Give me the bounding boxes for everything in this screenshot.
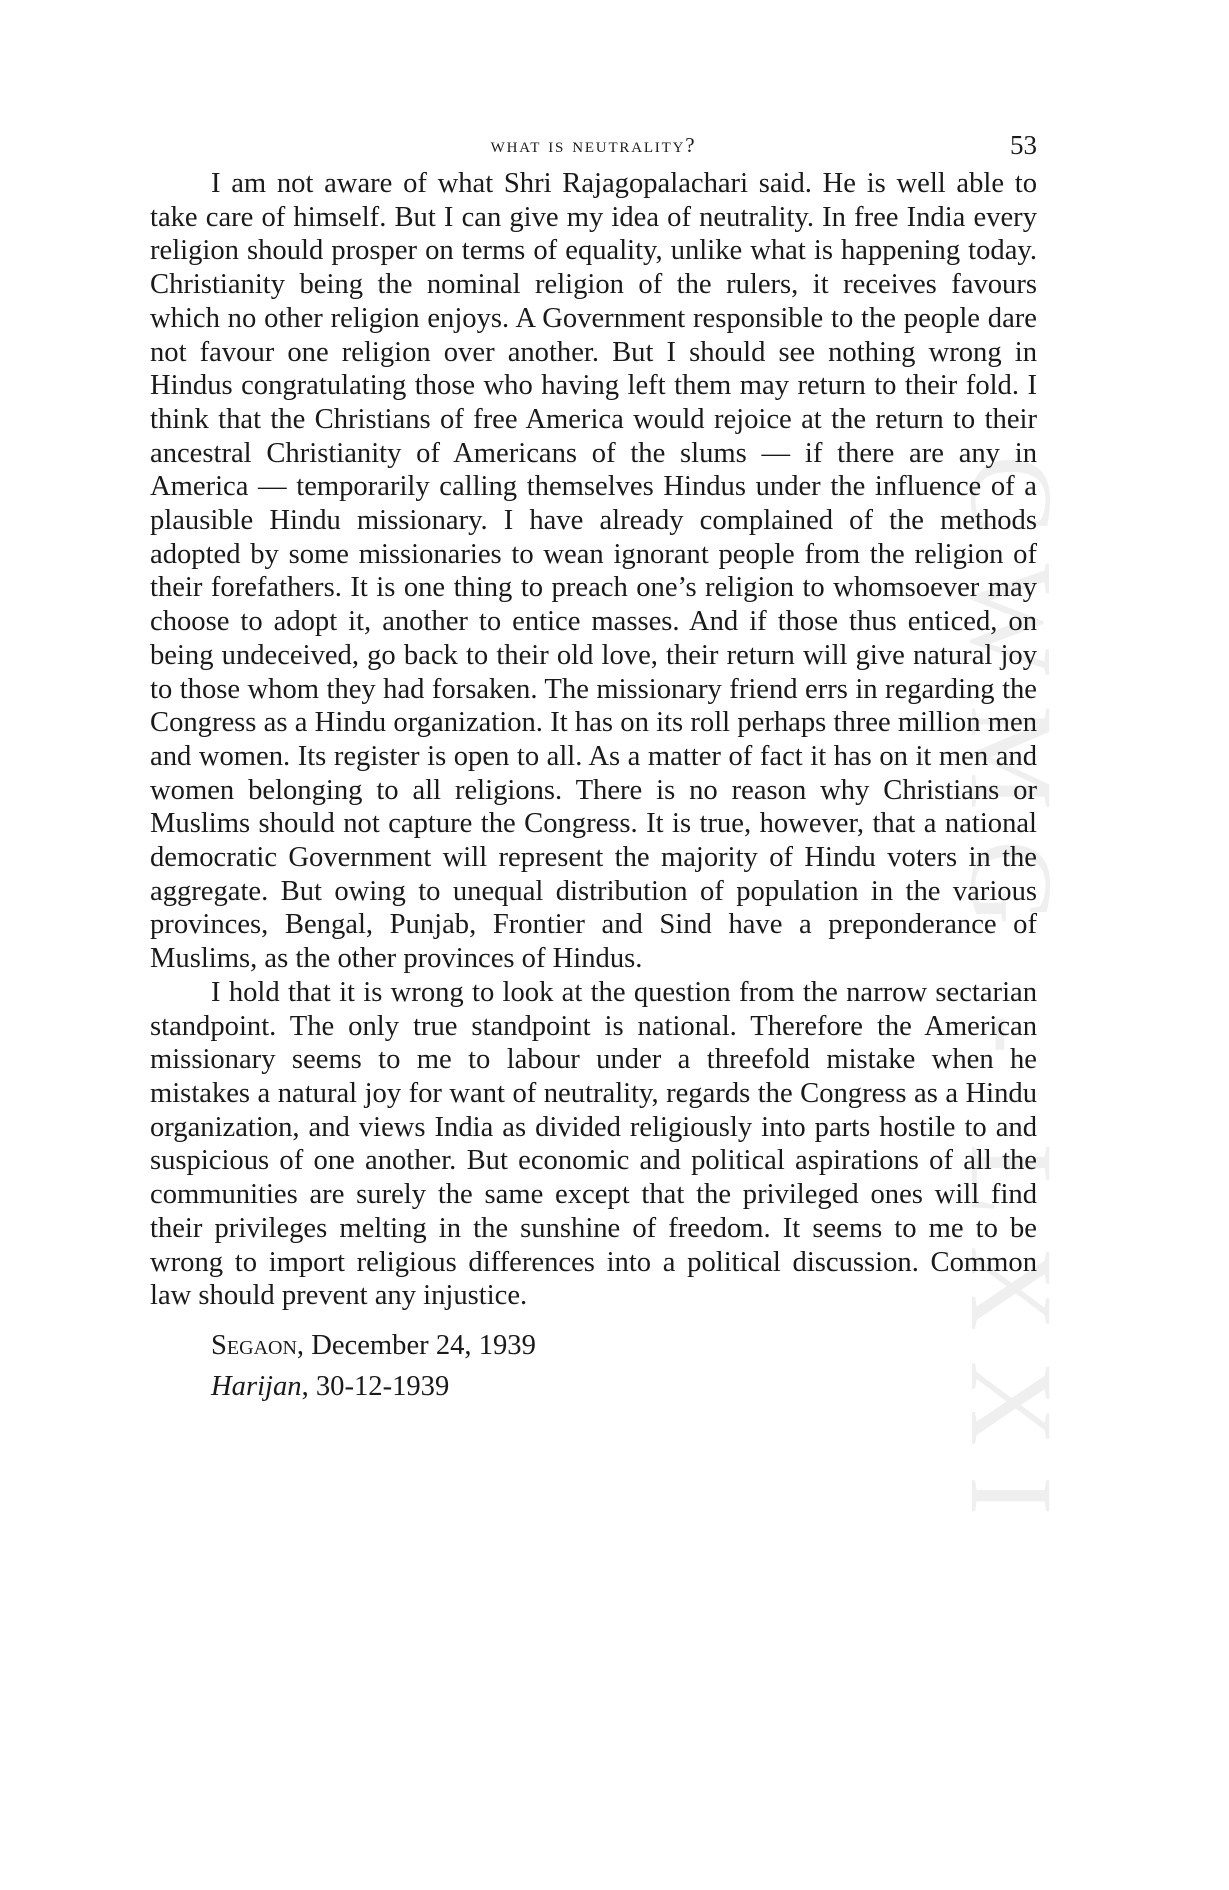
source-citation [211,1366,1037,1407]
body-text [150,167,1037,1313]
page-number: 53 [1010,130,1037,160]
dateline-place: Segaon [211,1329,297,1361]
dateline [211,1325,1037,1366]
paragraph-2: I hold that it is wrong to look at the question from the narrow sectarian standpoint. The only true standpoint is national. Therefore the American missionary seems to me to labour under a threefold mistake when he mistakes a natural joy for want of neutrality, regards the Congress as a Hindu organization, and views India as divided religiously into parts hostile to and suspicious of one another. But economic and political aspirations of all the communities are surely the same except that the privileged ones will find their privileges melting in the sunshine of freedom. It seems to me to be wrong to import religious differences into a political discussion. Common law should prevent any injustice. [150,976,1037,1312]
source-journal: Harijan [211,1370,302,1402]
source-date: , 30-12-1939 [301,1370,450,1402]
dateline-date: , December 24, 1939 [296,1329,536,1361]
running-head [150,125,1037,165]
watermark: CWMG - LXXI [946,455,1077,1546]
running-title: what is neutrality? [490,133,697,157]
paragraph-1: I am not aware of what Shri Rajagopalachari said. He is well able to take care of himself. But I can give my idea of neutrality. In free India every religion should prosper on terms of equality, unlike what is happening today. Christianity being the nominal religion of the rulers, it receives favours which no other religion enjoys. A Government responsible to the people dare not favour one religion over another. But I should see nothing wrong in Hindus congratulating those who having left them may return to their fold. I think that the Christians of free America would rejoice at the return to their ancestral Christianity of Americans of the slums — if there are any in America — temporarily calling themselves Hindus under the influence of a plausible Hindu missionary. I have already complained of the methods adopted by some missionaries to wean ignorant people from the religion of their forefathers. It is one thing to preach one’s religion to whomsoever may choose to adopt it, another to entice masses. And if those thus enticed, on being undeceived, go back to their old love, their return will give natural joy to those whom they had forsaken. The missionary friend errs in regarding the Congress as a Hindu organization. It has on its roll perhaps three million men and women. Its register is open to all. As a matter of fact it has on it men and women belonging to all religions. There is no reason why Christians or Muslims should not capture the Congress. It is true, however, that a national democratic Government will represent the majority of Hindu voters in the aggregate. But owing to unequal distribution of population in the various provinces, Bengal, Punjab, Frontier and Sind have a preponderance of Muslims, as the other provinces of Hindus. [150,168,1037,975]
book-page [150,125,1037,1407]
